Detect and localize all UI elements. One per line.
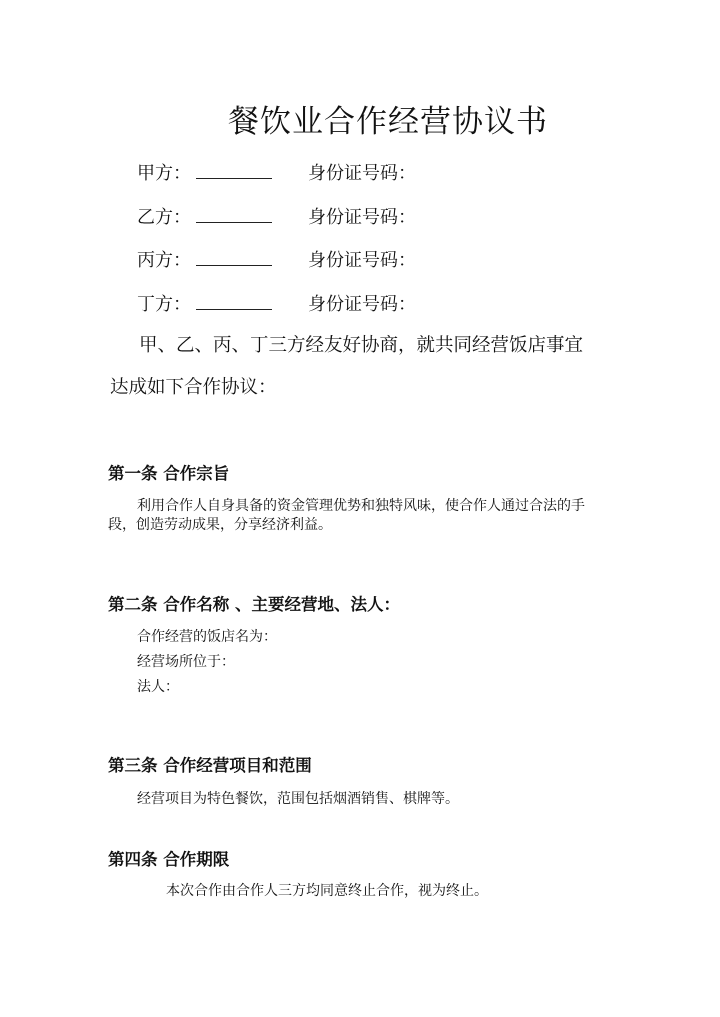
article-2-heading: 第二条 合作名称 、主要经营地、法人： [108,595,400,614]
party-d-blank [196,309,272,310]
party-b-id-label: 身份证号码： [308,207,416,228]
party-b-label: 乙方： [137,207,191,228]
party-c-id-label: 身份证号码： [308,250,416,271]
party-d-id-label: 身份证号码： [308,294,416,315]
article-2-line-1: 合作经营的饭店名为： [137,629,277,645]
intro-line-2: 达成如下合作协议： [110,377,277,398]
party-b-blank [196,222,272,223]
intro-line-1: 甲、乙、丙、丁三方经友好协商，就共同经营饭店事宜 [139,335,584,356]
party-a-id-label: 身份证号码： [308,163,416,184]
article-1-line-1: 利用合作人自身具备的资金管理优势和独特风味，使合作人通过合法的手 [137,498,585,514]
party-a-label: 甲方： [137,163,191,184]
party-c-label: 丙方： [137,250,191,271]
article-1-heading: 第一条 合作宗旨 [108,464,230,483]
party-c-blank [196,265,272,266]
document-title: 餐饮业合作经营协议书 [228,104,548,140]
article-1-line-2: 段，创造劳动成果，分享经济利益。 [108,517,332,533]
article-2-line-3: 法人： [137,679,179,695]
party-a-blank [196,178,272,179]
article-4-line-1: 本次合作由合作人三方均同意终止合作，视为终止。 [166,883,488,899]
party-d-label: 丁方： [137,294,191,315]
article-3-line-1: 经营项目为特色餐饮，范围包括烟酒销售、棋牌等。 [137,791,459,807]
article-4-heading: 第四条 合作期限 [108,850,230,869]
article-2-line-2: 经营场所位于： [137,654,235,670]
article-3-heading: 第三条 合作经营项目和范围 [108,756,312,775]
